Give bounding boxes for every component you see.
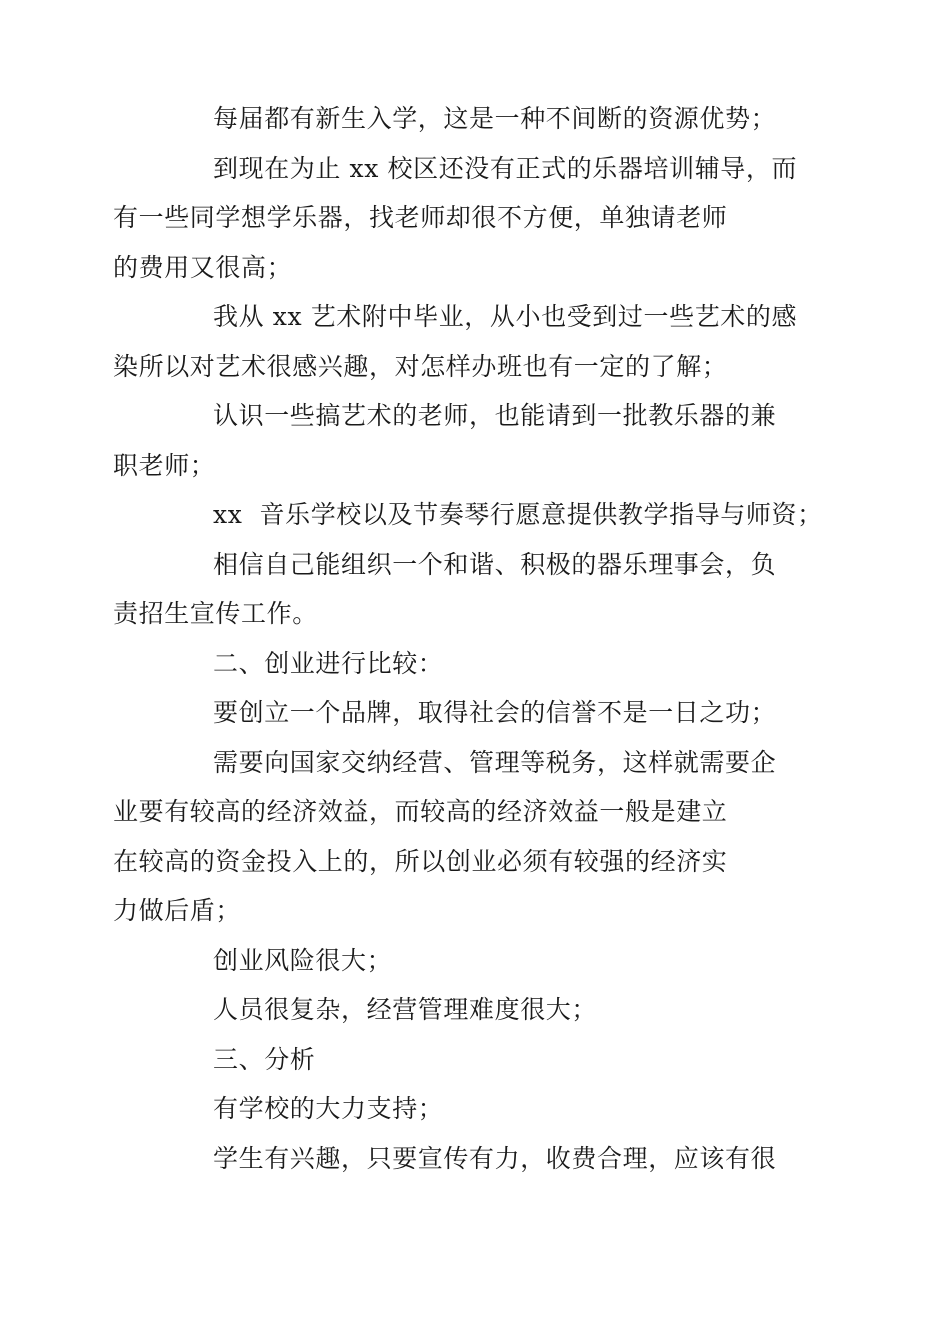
paragraph: [113, 391, 803, 490]
paragraph: [113, 292, 803, 391]
text-line: 的费用又很高；: [113, 252, 293, 282]
text-line: 我从 xx 艺术附中毕业，从小也受到过一些艺术的感: [213, 302, 798, 331]
text-line: 二、创业进行比较：: [213, 648, 444, 678]
text-line: 职老师；: [113, 450, 216, 480]
text-line: 染所以对艺术很感兴趣，对怎样办班也有一定的了解；: [113, 351, 728, 381]
text-line: 人员很复杂，经营管理难度很大；: [213, 995, 598, 1024]
text-line: 业要有较高的经济效益，而较高的经济效益一般是建立: [113, 797, 728, 826]
paragraph: [163, 985, 803, 1035]
text-line: 力做后盾；: [113, 896, 242, 925]
paragraph: [163, 94, 803, 144]
paragraph: [113, 738, 803, 936]
paragraph: [163, 1134, 803, 1184]
text-line: 到现在为止 xx 校区还没有正式的乐器培训辅导，而: [213, 153, 798, 183]
text-line: 相信自己能组织一个和谐、积极的器乐理事会，负: [213, 549, 777, 579]
text-line: 要创立一个品牌，取得社会的信誉不是一日之功；: [213, 698, 777, 727]
text-line: 学生有兴趣，只要宣传有力，收费合理，应该有很: [213, 1143, 777, 1173]
text-line: 责招生宣传工作。: [113, 599, 318, 628]
text-line: 在较高的资金投入上的，所以创业必须有较强的经济实: [113, 846, 728, 876]
text-line: 需要向国家交纳经营、管理等税务，这样就需要企: [213, 747, 777, 777]
document-body: [113, 94, 823, 1183]
text-line: 三、分析: [213, 1044, 316, 1074]
text-line: 每届都有新生入学，这是一种不间断的资源优势；: [213, 104, 777, 133]
section-heading: [163, 1035, 803, 1085]
text-line: 认识一些搞艺术的老师，也能请到一批教乐器的兼: [213, 401, 777, 430]
paragraph: [163, 490, 823, 540]
paragraph: [163, 688, 803, 738]
text-line: 有学校的大力支持；: [213, 1094, 444, 1123]
paragraph: [113, 540, 803, 639]
paragraph: [163, 1084, 803, 1134]
section-heading: [163, 639, 803, 689]
paragraph: [113, 144, 803, 293]
text-line: 创业风险很大；: [213, 945, 393, 975]
paragraph: [163, 936, 803, 986]
text-line: xx 音乐学校以及节奏琴行愿意提供教学指导与师资；: [213, 500, 823, 529]
text-line: 有一些同学想学乐器，找老师却很不方便，单独请老师: [113, 203, 728, 232]
